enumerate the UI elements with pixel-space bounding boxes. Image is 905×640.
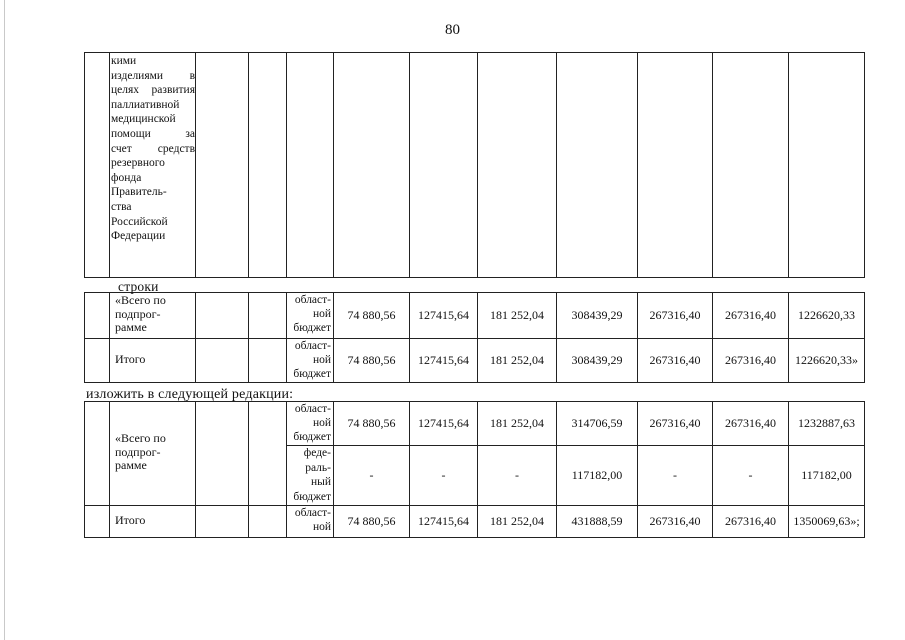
- value-cell: -: [441, 467, 446, 482]
- row-description-line: счет средств: [111, 142, 195, 155]
- scan-margin-line: [4, 0, 5, 640]
- budget-source-line: бюджет: [293, 368, 331, 380]
- budget-source-line: раль-: [305, 461, 331, 474]
- top-block-column-line: [248, 52, 249, 277]
- new-block-border: [84, 537, 865, 538]
- budget-source: [287, 339, 331, 381]
- old-block-border: [84, 382, 865, 383]
- value-cell: -: [515, 467, 519, 482]
- budget-source-line: област-: [294, 507, 331, 519]
- row-label: [115, 432, 199, 473]
- value-cell: 308439,29: [571, 307, 623, 322]
- row-label-line: «Всего по: [115, 431, 166, 445]
- value-cell: 117182,00: [801, 467, 852, 482]
- value-cell: 267316,40: [725, 307, 776, 322]
- budget-source-line: област-: [294, 340, 331, 352]
- value-cell: 181 252,04: [490, 513, 544, 528]
- row-label-line: Итого: [115, 352, 146, 366]
- value-cell: 181 252,04: [490, 415, 544, 430]
- row-description-line: ства: [111, 200, 132, 213]
- top-block-column-line: [109, 52, 110, 277]
- caption-rows: строки: [118, 279, 159, 294]
- value-cell: -: [748, 467, 753, 482]
- value-cell: 181 252,04: [490, 307, 544, 322]
- row-description-line: медицинской: [111, 113, 176, 126]
- top-block-column-line: [864, 52, 865, 277]
- value-cell: 127415,64: [418, 415, 469, 430]
- row-description-line: Правитель-: [111, 186, 167, 199]
- row-description-line: резервного: [111, 157, 165, 170]
- value-cell: 267316,40: [649, 307, 701, 322]
- row-description-line: паллиативной: [111, 98, 180, 111]
- value-cell: -: [673, 467, 677, 482]
- row-description-line: кими: [111, 55, 137, 67]
- budget-source-line: ный: [310, 476, 331, 488]
- old-block-column-line: [109, 292, 110, 382]
- caption-new-edition: изложить в следующей редакции:: [86, 387, 294, 402]
- new-block-column-line: [248, 401, 249, 537]
- row-label: [115, 514, 199, 528]
- budget-source-line: ной: [312, 521, 331, 533]
- budget-source-line: бюджет: [293, 490, 331, 503]
- row-label-line: рамме: [115, 458, 147, 472]
- new-block-column-line: [109, 401, 110, 537]
- value-cell: 267316,40: [725, 415, 776, 430]
- value-cell: 267316,40: [725, 352, 776, 367]
- budget-source: [287, 402, 331, 444]
- value-cell: 1232887,63: [798, 415, 855, 430]
- top-block-column-line: [712, 52, 713, 277]
- row-description-line: Российской: [111, 215, 168, 228]
- budget-source: [287, 506, 331, 534]
- row-label-line: подпрог-: [115, 306, 161, 321]
- value-cell: 1226620,33: [798, 307, 855, 322]
- top-block-column-line: [333, 52, 334, 277]
- top-block-column-line: [556, 52, 557, 277]
- value-cell: 267316,40: [649, 415, 701, 430]
- row-label-line: рамме: [115, 320, 147, 334]
- value-cell: 1350069,63»;: [793, 513, 860, 528]
- top-block-border: [84, 277, 865, 278]
- value-cell: 127415,64: [418, 352, 469, 367]
- budget-source: [287, 446, 331, 504]
- value-cell: 431888,59: [571, 513, 623, 528]
- top-block-border: [84, 52, 865, 53]
- old-block-column-line: [864, 292, 865, 382]
- new-block-column-line: [84, 401, 85, 537]
- row-label-line: «Всего по: [115, 293, 166, 307]
- value-cell: 127415,64: [418, 307, 469, 322]
- budget-source-line: бюджет: [293, 322, 331, 334]
- budget-source-line: ной: [312, 354, 331, 366]
- top-block-column-line: [409, 52, 410, 277]
- top-block-column-line: [84, 52, 85, 277]
- top-block-column-line: [195, 52, 196, 277]
- value-cell: 308439,29: [571, 352, 623, 367]
- value-cell: 74 880,56: [347, 415, 396, 430]
- value-cell: 267316,40: [725, 513, 776, 528]
- row-label-line: подпрог-: [115, 444, 161, 459]
- value-cell: 74 880,56: [347, 352, 396, 367]
- row-description-line: изделиями в: [111, 69, 195, 82]
- budget-source-line: ной: [312, 417, 331, 429]
- budget-source-line: ной: [312, 308, 331, 320]
- value-cell: 267316,40: [649, 513, 701, 528]
- value-cell: 181 252,04: [490, 352, 544, 367]
- value-cell: 127415,64: [418, 513, 469, 528]
- value-cell: 267316,40: [649, 352, 701, 367]
- value-cell: 74 880,56: [347, 513, 396, 528]
- old-block-column-line: [84, 292, 85, 382]
- page-number: 80: [445, 22, 460, 38]
- budget-source-line: област-: [294, 403, 331, 415]
- row-label: [115, 294, 199, 335]
- top-block-column-line: [477, 52, 478, 277]
- row-description-line: целях развития: [111, 84, 195, 97]
- budget-source: [287, 293, 331, 335]
- new-block-column-line: [864, 401, 865, 537]
- budget-source-line: бюджет: [293, 431, 331, 443]
- old-block-column-line: [248, 292, 249, 382]
- row-label-line: Итого: [115, 513, 146, 527]
- budget-source-line: феде-: [303, 447, 331, 459]
- row-description-line: Федерации: [111, 230, 166, 243]
- value-cell: 117182,00: [571, 467, 623, 482]
- value-cell: 1226620,33»: [795, 352, 858, 367]
- top-block-column-line: [788, 52, 789, 277]
- row-description: [111, 54, 195, 244]
- value-cell: 74 880,56: [347, 307, 396, 322]
- row-description-line: помощи за: [111, 127, 195, 140]
- row-label: [115, 353, 199, 367]
- top-block-column-line: [637, 52, 638, 277]
- budget-source-line: област-: [294, 294, 331, 306]
- top-block-column-line: [286, 52, 287, 277]
- value-cell: -: [369, 467, 374, 482]
- value-cell: 314706,59: [571, 415, 623, 430]
- row-description-line: фонда: [111, 171, 142, 184]
